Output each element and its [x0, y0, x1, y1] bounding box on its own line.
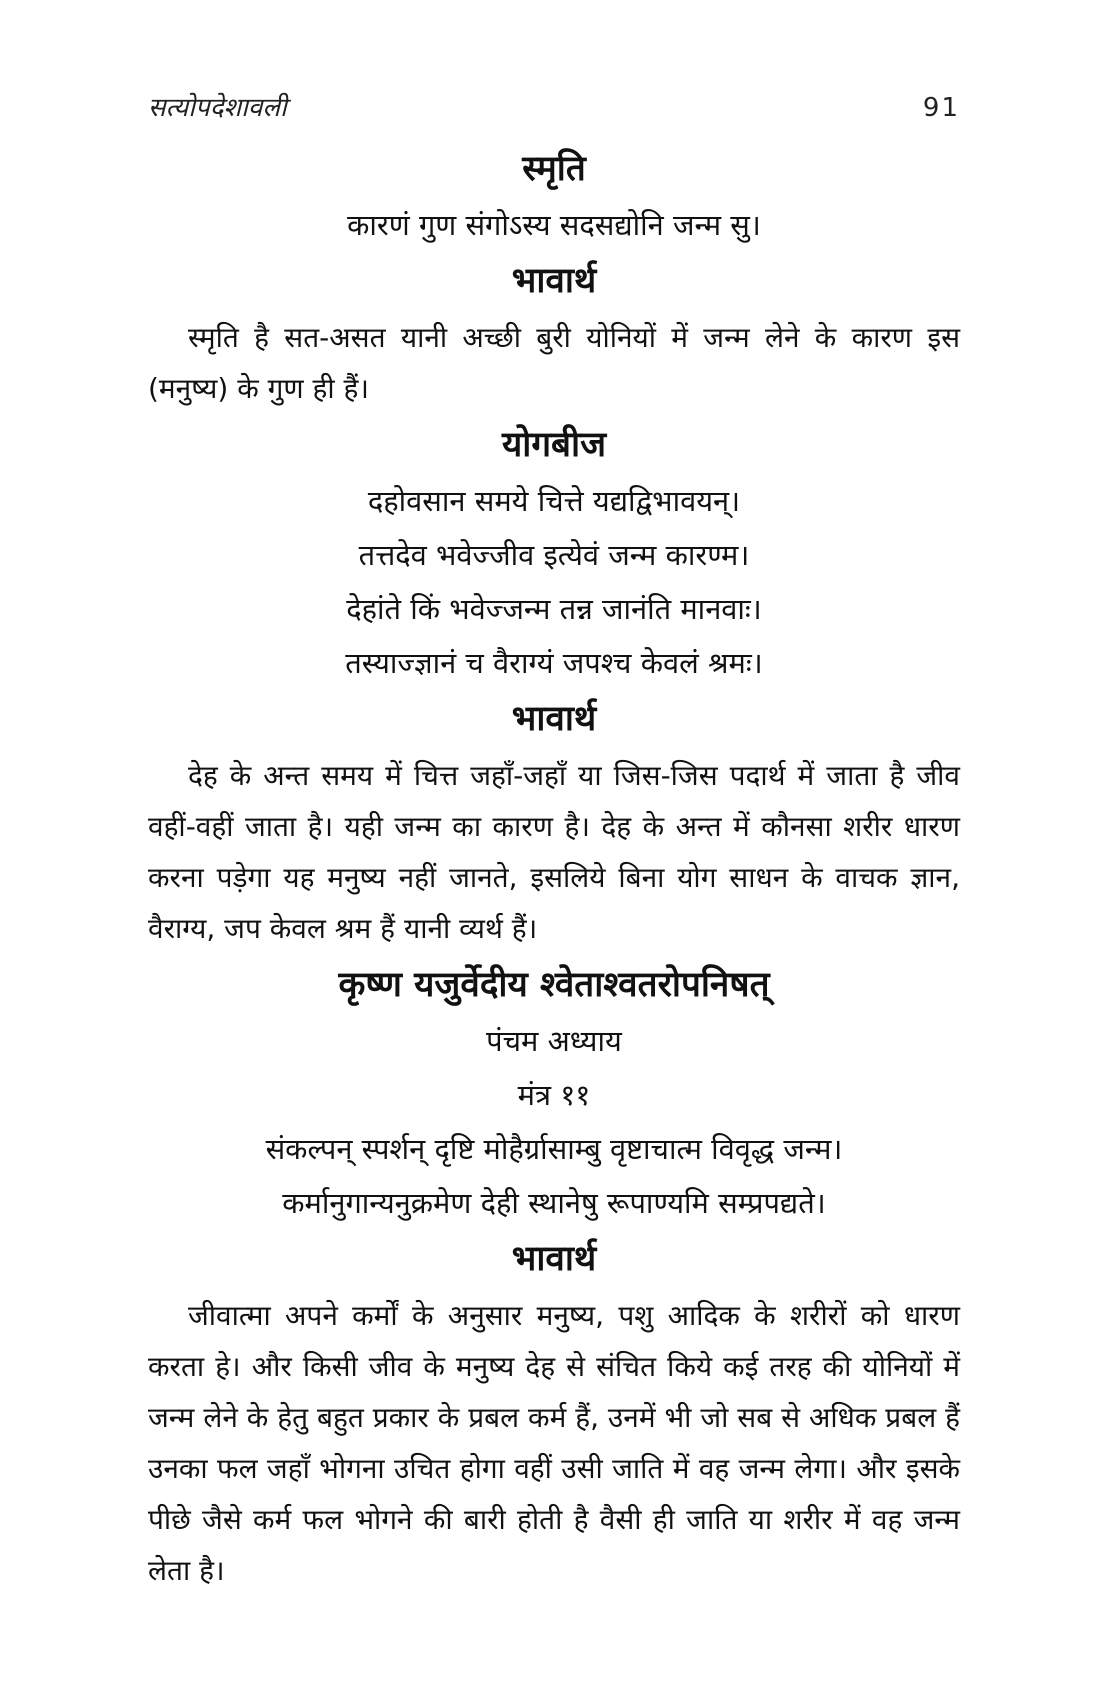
bhavarth-paragraph-3: जीवात्मा अपने कर्मों के अनुसार मनुष्य, पशु आदिक के शरीरों को धारण करता हे। और किसी जीव के मनुष्य देह से संचित किये कई तरह की योनियों में जन्म लेने के हेतु बहुत प्रकार के प्रबल कर्म हैं, उनमें भी जो सब से अधिक प्रबल हैं उनका फल जहाँ भोगना उचित होगा वहीं उसी जाति में वह जन्म लेगा। और इसके पीछे जैसे कर्म फल भोगने की बारी होती है वैसी ही जाति या शरीर में वह जन्म लेता है। [148, 1299, 961, 1587]
mantra-verse-1: संकल्पन् स्पर्शन् दृष्टि मोहैर्ग्रासाम्बु वृष्टाचात्म विवृद्ध जन्म। [265, 1132, 843, 1166]
yogabeej-verse-2: तत्तदेव भवेज्जीव इत्येवं जन्म कारण्म। [358, 538, 750, 572]
mantra-verse-2: कर्मानुगान्यनुक्रमेण देही स्थानेषु रूपाण्यमि सम्प्रपद्यते। [282, 1186, 826, 1220]
running-title: सत्योपदेशावली [148, 93, 287, 123]
yogabeej-heading: योगबीज [501, 425, 607, 465]
mantra-label: मंत्र ११ [517, 1078, 591, 1112]
bhavarth-paragraph-1: स्मृति है सत-असत यानी अच्छी बुरी योनियों में जन्म लेने के कारण इस (मनुष्य) के गुण ही हैं। [148, 321, 960, 405]
yogabeej-verse-1: दहोवसान समये चित्ते यद्यद्विभावयन्। [367, 484, 741, 518]
yogabeej-verse-3: देहांते किं भवेज्जन्म तन्न जानंति मानवाः। [346, 592, 762, 626]
bhavarth-paragraph-2: देह के अन्त समय में चित्त जहाँ-जहाँ या जिस-जिस पदार्थ में जाता है जीव वहीं-वहीं जाता है। यही जन्म का कारण है। देह के अन्त में कौनसा शरीर धारण करना पड़ेगा यह मनुष्य नहीं जानते, इसलिये बिना योग साधन के वाचक ज्ञान, वैराग्य, जप केवल श्रम हैं यानी व्यर्थ हैं। [148, 759, 960, 945]
bhavarth-heading-2: भावार्थ [511, 699, 597, 739]
upanishad-heading: कृष्ण यजुर्वेदीय श्वेताश्वतरोपनिषत् [338, 965, 770, 1005]
smriti-heading: स्मृति [522, 149, 586, 189]
page-number: 91 [922, 93, 960, 123]
smriti-verse: कारणं गुण संगोऽस्य सदसद्योनि जन्म सु। [347, 208, 761, 242]
bhavarth-heading-1: भावार्थ [511, 261, 597, 301]
running-header [148, 88, 960, 140]
bhavarth-heading-3: भावार्थ [511, 1239, 597, 1279]
chapter-label: पंचम अध्याय [486, 1024, 622, 1058]
yogabeej-verse-4: तस्याज्ज्ञानं च वैराग्यं जपश्च केवलं श्रमः। [345, 646, 763, 680]
